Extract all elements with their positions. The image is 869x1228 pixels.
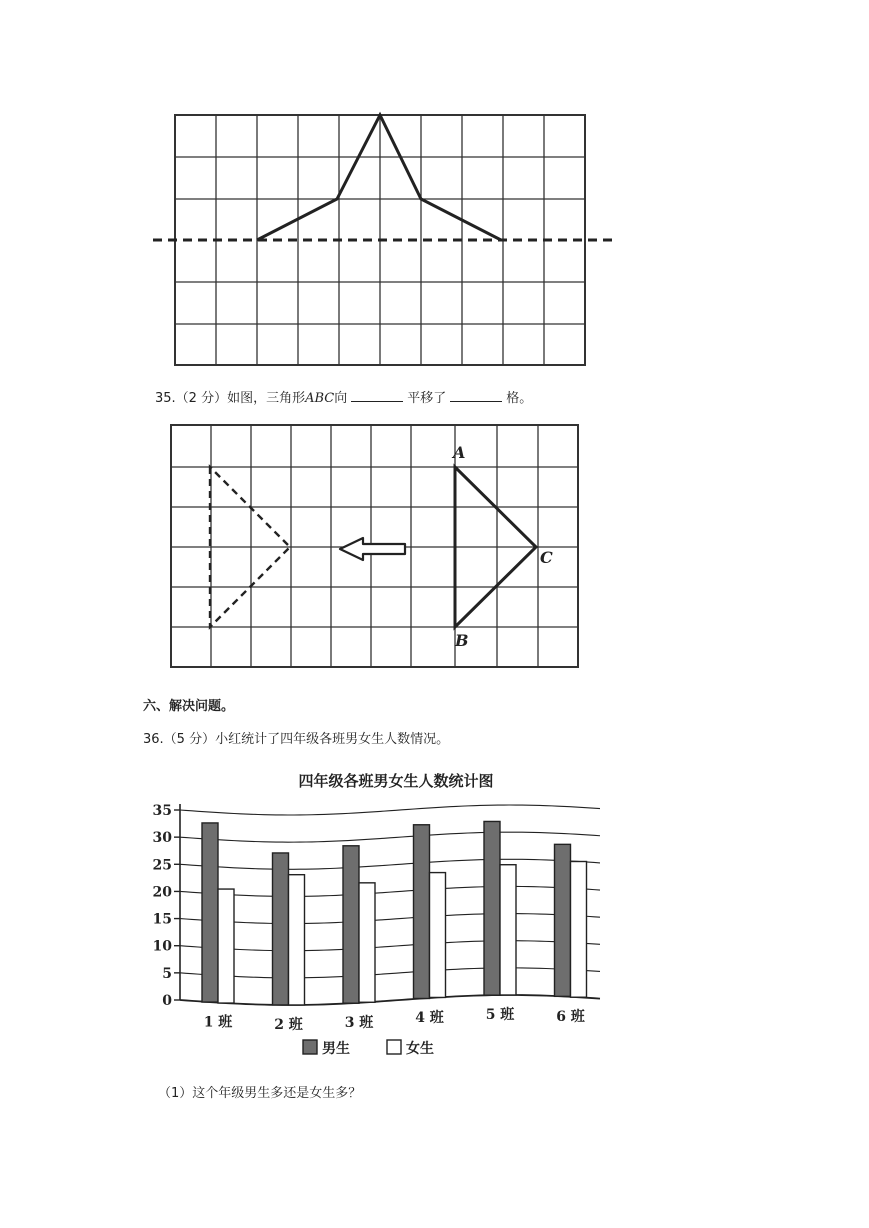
- x-tick-label: 3 班: [344, 1014, 374, 1031]
- bar-female-1: [218, 889, 234, 1003]
- q35-blank-count[interactable]: [450, 389, 502, 402]
- q36-question: 36.（5 分）小红统计了四年级各班男女生人数情况。: [143, 732, 450, 747]
- legend-label-female: 女生: [406, 1041, 434, 1057]
- x-tick-label: 4 班: [415, 1009, 444, 1026]
- q35-abc: ABC: [305, 391, 335, 406]
- y-tick-label: 0: [162, 993, 172, 1009]
- x-tick-label: 1 班: [203, 1014, 233, 1031]
- bar-male-3: [343, 846, 359, 1003]
- symmetry-grid-figure: [150, 110, 620, 372]
- gridline: [180, 886, 600, 896]
- gridline: [180, 805, 600, 815]
- bar-female-4: [430, 873, 446, 998]
- gridline: [180, 968, 600, 978]
- legend-swatch-male: [303, 1040, 317, 1054]
- x-tick-label: 5 班: [485, 1007, 515, 1024]
- y-tick-label: 25: [152, 857, 172, 874]
- q35-text-end: 格。: [506, 391, 533, 406]
- chart-title: 四年级各班男女生人数统计图: [298, 772, 494, 790]
- translation-grid-figure: [165, 420, 585, 672]
- gridline: [180, 914, 600, 924]
- x-tick-label: 6 班: [556, 1008, 585, 1025]
- bar-female-2: [289, 875, 305, 1005]
- q35-blank-direction[interactable]: [351, 389, 403, 402]
- point-label-a: A: [453, 443, 466, 462]
- left-arrow-icon: [340, 538, 405, 560]
- y-tick-label: 5: [162, 965, 172, 982]
- q35-text-pre: 35.（2 分）如图，三角形: [155, 391, 306, 406]
- bar-male-4: [414, 825, 430, 999]
- gridline: [180, 832, 600, 842]
- bar-male-2: [273, 853, 289, 1005]
- bar-female-3: [359, 883, 375, 1002]
- legend-swatch-female: [387, 1040, 401, 1054]
- half-figure-shape: [257, 115, 501, 240]
- bar-male-1: [202, 823, 218, 1002]
- y-tick-label: 10: [152, 938, 172, 955]
- y-tick-label: 30: [152, 830, 172, 847]
- x-tick-label: 2 班: [274, 1016, 303, 1033]
- y-tick-label: 15: [152, 911, 172, 928]
- point-label-b: B: [455, 631, 469, 650]
- bar-female-6: [571, 862, 587, 998]
- gridline: [180, 941, 600, 951]
- bar-chart: [140, 760, 620, 1070]
- gridline: [180, 859, 600, 869]
- y-tick-label: 35: [152, 803, 172, 819]
- legend-label-male: 男生: [322, 1041, 350, 1057]
- chart-legend: [303, 1040, 434, 1057]
- y-tick-label: 20: [152, 884, 172, 901]
- bar-female-5: [500, 865, 516, 995]
- q36-sub1: （1）这个年级男生多还是女生多？: [158, 1086, 362, 1101]
- point-label-c: C: [540, 548, 553, 567]
- q35-question: [155, 387, 532, 406]
- bar-male-5: [484, 821, 500, 995]
- q35-text-mid2: 平移了: [407, 391, 447, 406]
- bar-male-6: [555, 844, 571, 996]
- q35-text-mid1: 向: [334, 391, 348, 406]
- gridline: [180, 995, 600, 1005]
- section6-title: 六、解决问题。: [143, 699, 235, 714]
